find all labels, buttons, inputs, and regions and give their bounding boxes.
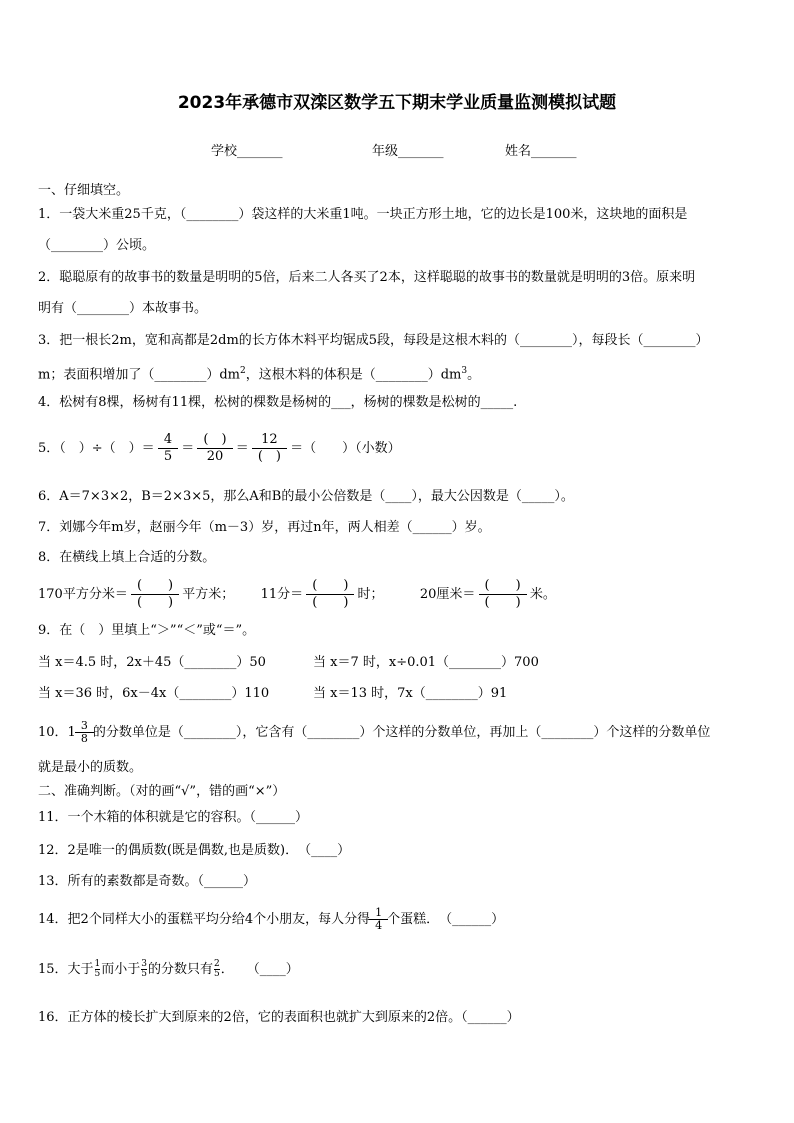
grade-field: 年级_______ [372, 144, 444, 159]
fraction: $\frac{3}{8}$ [78, 720, 91, 745]
fraction: $\frac{1}{4}$ [372, 907, 385, 932]
fraction: $\frac{4}{5}$ [161, 432, 175, 465]
question-9-stem: 9．在（ ）里填上“＞”“＜”或“＝”。 [38, 623, 256, 638]
school-field: 学校_______ [211, 144, 283, 159]
question-2-line-1: 2．聪聪原有的故事书的数量是明明的5倍，后来二人各买了2本，这样聪聪的故事书的数量就是明明的3倍。原来明 [38, 270, 696, 285]
question-13: 13．所有的素数都是奇数。（______） [38, 874, 257, 889]
question-1-line-2: （________）公顷。 [38, 238, 156, 253]
page-title: 2023年承德市双滦区数学五下期末学业质量监测模拟试题 [177, 93, 617, 113]
fraction: $\frac{12}{( )}$ [255, 432, 284, 465]
section-2-heading: 二、准确判断。（对的画“√”，错的画“×”） [38, 784, 286, 799]
question-5: 5．（ ）÷（ ）＝ $\frac{4}{5}$ ＝ $\frac{( )}{20}$ ＝ $\frac{12}{( )}$ ＝（ ）（小数） [38, 432, 401, 464]
question-1-line-1: 1．一袋大米重25千克，（________）袋这样的大米重1吨。一块正方形土地，它的边长是100米，这块地的面积是 [38, 207, 688, 222]
question-16: 16．正方体的棱长扩大到原来的2倍，它的表面积也就扩大到原来的2倍。（______） [38, 1010, 520, 1025]
fraction: $\frac{( )}{( )}$ [134, 578, 176, 611]
name-field: 姓名_______ [505, 144, 577, 159]
question-9-row1-a: 当 x＝4.5 时，2x＋45（________）50 [38, 655, 266, 670]
fraction: $\frac{1}{5}$ [94, 959, 101, 979]
question-3-line-2: m；表面积增加了$(\_\_\_\_\_\_\_\_)dm^2$，这根木料的体积是$(\_\_\_\_\_\_\_\_)dm^3$。 [38, 366, 481, 383]
question-14: 14．把2个同样大小的蛋糕平均分给4个小朋友，每人分得 $\frac{1}{4}$ 个蛋糕． （______） [38, 906, 505, 932]
question-3-line-1: 3．把一根长2m，宽和高都是2dm的长方体木料平均锯成5段，每段是这根木料的（________），每段长（________） [38, 333, 709, 348]
question-12: 12．2是唯一的偶质数(既是偶数,也是质数)． （____） [38, 843, 351, 858]
question-8-items: 170平方分米＝ $\frac{( )}{( )}$ 平方米； 11分＝ $\frac{( )}{( )}$ 时； 20厘米＝ $\frac{( )}{( )}$ 米。 [38, 578, 556, 610]
fraction: $\frac{3}{5}$ [141, 959, 148, 979]
question-10-line-1: 10．1 $\frac{3}{8}$ 的分数单位是（________），它含有（________）个这样的分数单位，再加上（________）个这样的分数单位 [38, 719, 711, 745]
question-9-row1-b: 当 x＝7 时，x÷0.01（________）700 [313, 655, 539, 670]
fraction: $\frac{2}{5}$ [214, 959, 220, 979]
section-1-heading: 一、仔细填空。 [38, 183, 130, 198]
fraction: $\frac{( )}{( )}$ [482, 578, 524, 611]
question-7: 7．刘娜今年m岁，赵丽今年（m－3）岁，再过n年，两人相差（______）岁。 [38, 520, 491, 535]
question-9-row2-b: 当 x＝13 时，7x（________）91 [313, 686, 508, 701]
question-6: 6．A＝7×3×2，B＝2×3×5，那么A和B的最小公倍数是（____），最大公因数是（_____）。 [38, 489, 574, 504]
fraction: $\frac{( )}{( )}$ [309, 578, 351, 611]
question-9-row2-a: 当 x＝36 时，6x－4x（________）110 [38, 686, 270, 701]
fraction: $\frac{( )}{20}$ [200, 432, 229, 465]
question-10-line-2: 就是最小的质数。 [38, 760, 143, 775]
question-11: 11．一个木箱的体积就是它的容积。（______） [38, 810, 309, 825]
question-2-line-2: 明有（________）本故事书。 [38, 301, 208, 316]
question-8-stem: 8．在横线上填上合适的分数。 [38, 550, 216, 565]
question-15: 15．大于 $\frac{1}{5}$ 而小于 $\frac{3}{5}$ 的分数只有 $\frac{2}{5}$ ． （____） [38, 959, 299, 979]
question-4: 4．松树有8棵，杨树有11棵，松树的棵数是杨树的___，杨树的棵数是松树的_____. [38, 395, 518, 410]
